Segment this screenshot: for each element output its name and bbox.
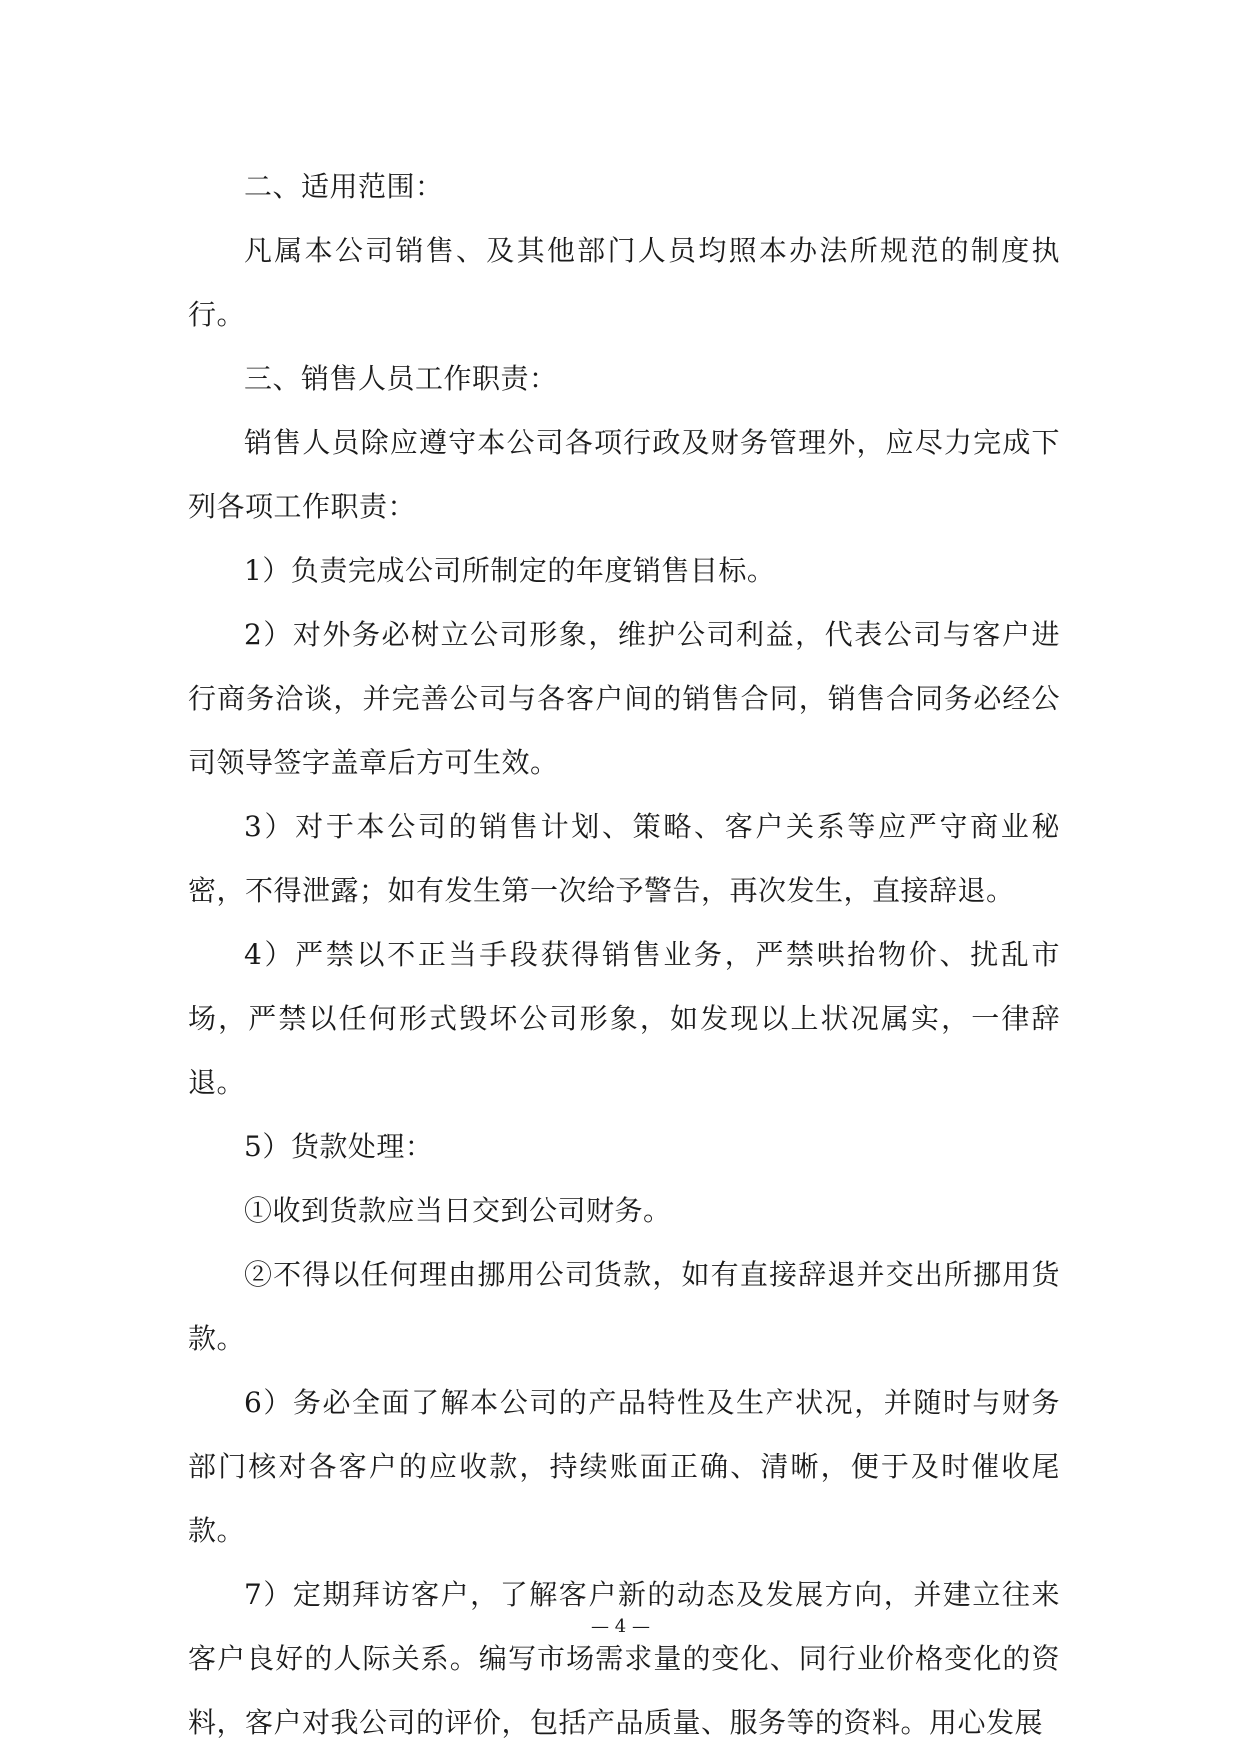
scope-paragraph: 凡属本公司销售、及其他部门人员均照本办法所规范的制度执行。 xyxy=(188,234,1060,331)
duty-item-4: 4）严禁以不正当手段获得销售业务，严禁哄抬物价、扰乱市场，严禁以任何形式毁坏公司形象，如发现以上状况属实，一律辞退。 xyxy=(188,938,1060,1099)
duty-item-7: 7）定期拜访客户，了解客户新的动态及发展方向，并建立往来客户良好的人际关系。编写市场需求量的变化、同行业价格变化的资料，客户对我公司的评价，包括产品质量、服务等的资料。用心发展 xyxy=(188,1578,1060,1739)
duty-item-6: 6）务必全面了解本公司的产品特性及生产状况，并随时与财务部门核对各客户的应收款，持续账面正确、清晰，便于及时催收尾款。 xyxy=(188,1386,1060,1547)
duty-item-3: 3）对于本公司的销售计划、策略、客户关系等应严守商业秘密，不得泄露；如有发生第一次给予警告，再次发生，直接辞退。 xyxy=(188,810,1060,907)
duty-item-2: 2）对外务必树立公司形象，维护公司利益，代表公司与客户进行商务洽谈，并完善公司与各客户间的销售合同，销售合同务必经公司领导签字盖章后方可生效。 xyxy=(188,618,1060,779)
duty-item-5: 5）货款处理： xyxy=(244,1130,434,1163)
duty-item-1: 1）负责完成公司所制定的年度销售目标。 xyxy=(244,554,776,587)
payment-rule-1: ①收到货款应当日交到公司财务。 xyxy=(244,1194,672,1227)
section-heading-scope: 二、适用范围： xyxy=(244,170,444,203)
payment-rule-2: ②不得以任何理由挪用公司货款，如有直接辞退并交出所挪用货款。 xyxy=(188,1258,1060,1355)
duties-intro-paragraph: 销售人员除应遵守本公司各项行政及财务管理外，应尽力完成下列各项工作职责： xyxy=(188,426,1060,523)
page-number: — 4 — xyxy=(591,1616,650,1637)
section-heading-duties: 三、销售人员工作职责： xyxy=(244,362,558,395)
body-text xyxy=(188,155,1060,1755)
